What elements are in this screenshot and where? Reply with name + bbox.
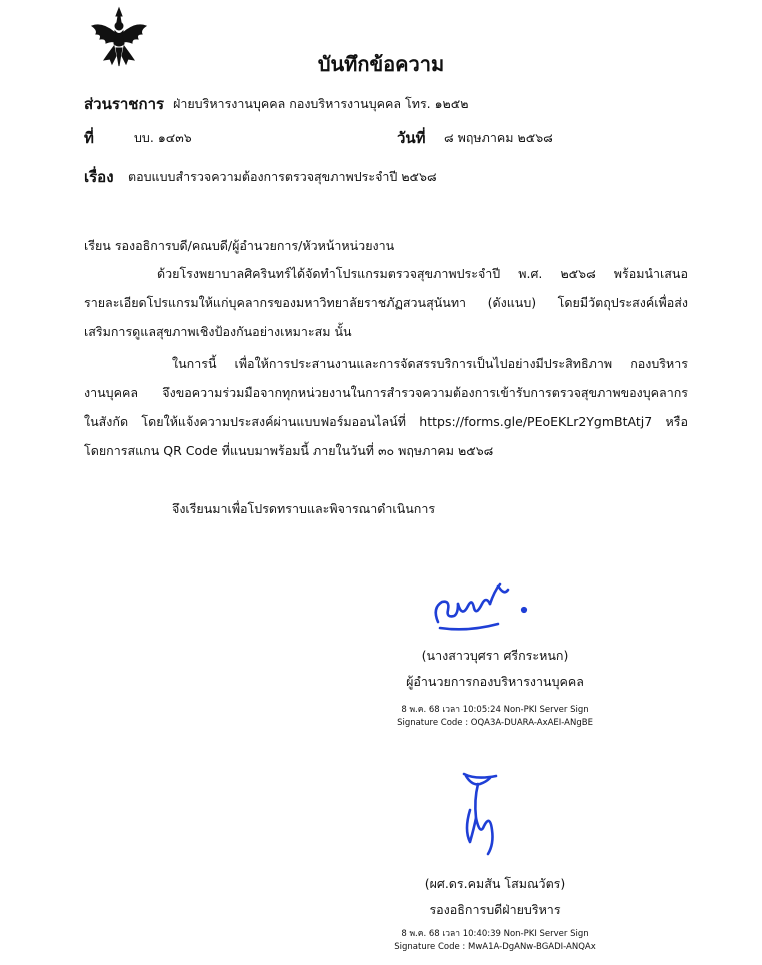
- paragraph-2-line: ในสังกัด โดยให้แจ้งความประสงค์ผ่านแบบฟอร์มออนไลน์ที่ https://forms.gle/PEoEKLr2YgmBtAtj7 หรือ: [84, 414, 688, 429]
- signer-2-position: รองอธิการบดีฝ่ายบริหาร: [429, 902, 561, 917]
- subject-label: เรื่อง: [84, 168, 114, 186]
- paragraph-2-line: งานบุคคล จึงขอความร่วมมือจากทุกหน่วยงานในการสำรวจความต้องการเข้ารับการตรวจสุขภาพของบุคลากร: [84, 385, 688, 400]
- signer-1-signature-code: Signature Code : OQA3A-DUARA-AxAEI-ANgBE: [397, 718, 593, 728]
- ref-value: บบ. ๑๔๓๖: [134, 130, 192, 145]
- paragraph-2-line: ในการนี้ เพื่อให้การประสานงานและการจัดสรรบริการเป็นไปอย่างมีประสิทธิภาพ กองบริหาร: [172, 356, 688, 371]
- signer-1-position: ผู้อำนวยการกองบริหารงานบุคคล: [406, 674, 584, 689]
- signer-1-name: (นางสาวบุศรา ศรีกระหนก): [421, 648, 569, 663]
- closing-line: จึงเรียนมาเพื่อโปรดทราบและพิจารณาดำเนินการ: [172, 501, 436, 516]
- signer-2-signature-code: Signature Code : MwA1A-DgANw-BGADI-ANQAx: [394, 942, 596, 952]
- paragraph-2-line: โดยการสแกน QR Code ที่แนบมาพร้อมนี้ ภายในวันที่ ๓๐ พฤษภาคม ๒๕๖๘: [84, 443, 494, 458]
- paragraph-1-line: รายละเอียดโปรแกรมให้แก่บุคลากรของมหาวิทยาลัยราชภัฏสวนสุนันทา (ดังแนบ) โดยมีวัตถุประสงค์เพื่อส่ง: [84, 295, 688, 310]
- handwritten-signature-1-icon: [428, 578, 538, 634]
- handwritten-signature-2-icon: [456, 770, 506, 860]
- paragraph-2: [84, 349, 688, 465]
- signer-1-timestamp: 8 พ.ค. 68 เวลา 10:05:24 Non-PKI Server Sign: [401, 705, 589, 715]
- paragraph-1: [84, 259, 688, 346]
- agency-value: ฝ่ายบริหารงานบุคคล กองบริหารงานบุคคล โทร. ๑๒๕๒: [173, 96, 469, 111]
- signer-2-name: (ผศ.ดร.คมสัน โสมณวัตร): [424, 876, 566, 891]
- signature-block-2: [330, 874, 660, 952]
- ref-label: ที่: [84, 129, 94, 147]
- signature-block-1: [330, 646, 660, 728]
- subject-value: ตอบแบบสำรวจความต้องการตรวจสุขภาพประจำปี ๒๕๖๘: [128, 169, 437, 184]
- paragraph-1-line: ด้วยโรงพยาบาลศิครินทร์ได้จัดทำโปรแกรมตรวจสุขภาพประจำปี พ.ศ. ๒๕๖๘ พร้อมนำเสนอ: [157, 266, 688, 281]
- salutation: เรียน รองอธิการบดี/คณบดี/ผู้อำนวยการ/หัวหน้าหน่วยงาน: [84, 238, 395, 253]
- document-title: บันทึกข้อความ: [317, 52, 445, 76]
- date-label: วันที่: [397, 129, 426, 147]
- paragraph-1-line: เสริมการดูแลสุขภาพเชิงป้องกันอย่างเหมาะสม นั้น: [84, 324, 352, 339]
- date-value: ๘ พฤษภาคม ๒๕๖๘: [444, 130, 553, 145]
- signer-2-timestamp: 8 พ.ค. 68 เวลา 10:40:39 Non-PKI Server Sign: [401, 929, 589, 939]
- agency-label: ส่วนราชการ: [84, 95, 165, 113]
